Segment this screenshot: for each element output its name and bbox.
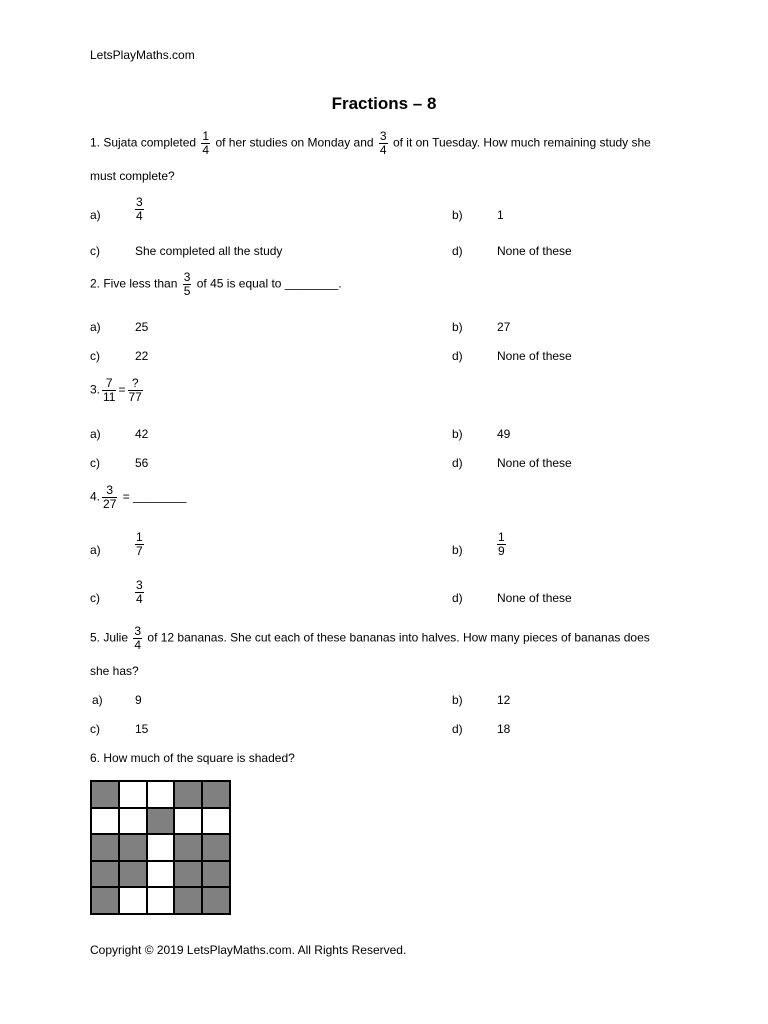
- option-d-value: None of these: [497, 456, 572, 470]
- grid-cell-shaded: [119, 861, 147, 888]
- option-label: b): [452, 208, 463, 222]
- option-b-value: 12: [497, 693, 511, 707]
- question-5-start: 5. Julie: [90, 630, 129, 645]
- grid-cell-empty: [147, 887, 175, 914]
- option-c-value: 22: [135, 349, 149, 363]
- grid-cell-shaded: [91, 781, 119, 808]
- option-c-value: [133, 579, 146, 606]
- option-label: c): [90, 349, 100, 363]
- question-4-end: = ________: [122, 489, 187, 504]
- grid-cell-shaded: [174, 834, 202, 861]
- denominator: 4: [379, 143, 387, 157]
- option-a-value: [133, 531, 146, 558]
- page-title: Fractions – 8: [331, 94, 437, 113]
- question-1-mid: of her studies on Monday and: [215, 135, 374, 150]
- denominator: 77: [128, 390, 142, 404]
- fraction: [379, 130, 388, 157]
- question-3: [90, 377, 145, 404]
- grid-cell-empty: [119, 887, 147, 914]
- question-6: 6. How much of the square is shaded?: [90, 751, 295, 765]
- grid-cell-shaded: [91, 887, 119, 914]
- question-2: [90, 271, 342, 298]
- fraction: [102, 484, 117, 511]
- fraction: [128, 377, 143, 404]
- option-label: c): [90, 244, 100, 258]
- numerator: 3: [379, 129, 387, 143]
- question-1-end: of it on Tuesday. How much remaining study she: [392, 135, 651, 150]
- fraction: [201, 130, 210, 157]
- shaded-square-grid: [90, 780, 231, 915]
- grid-cell-shaded: [174, 861, 202, 888]
- option-c-value: She completed all the study: [135, 244, 283, 258]
- fraction: [135, 579, 144, 606]
- option-label: d): [452, 349, 463, 363]
- option-label: b): [452, 693, 463, 707]
- option-a-value: [133, 196, 146, 223]
- option-label: a): [90, 320, 101, 334]
- denominator: 4: [202, 143, 210, 157]
- option-a-value: 9: [135, 693, 142, 707]
- grid-cell-shaded: [202, 834, 230, 861]
- question-4-start: 4.: [90, 489, 101, 504]
- denominator: 4: [136, 592, 143, 606]
- numerator: 1: [202, 129, 210, 143]
- option-label: c): [90, 591, 100, 605]
- question-5: [90, 625, 650, 652]
- grid-cell-empty: [91, 808, 119, 835]
- question-5-line-2: she has?: [90, 664, 139, 678]
- fraction: [133, 625, 142, 652]
- option-b-value: 1: [497, 208, 504, 222]
- denominator: 7: [136, 544, 143, 558]
- denominator: 4: [136, 209, 143, 223]
- grid-cell-shaded: [147, 808, 175, 835]
- denominator: 9: [498, 544, 505, 558]
- question-5-end: of 12 bananas. She cut each of these bananas into halves. How many pieces of bananas does: [147, 630, 650, 645]
- fraction: [497, 531, 506, 558]
- fraction: [102, 377, 116, 404]
- question-1-line-2: must complete?: [90, 169, 175, 183]
- option-label: b): [452, 320, 463, 334]
- option-label: d): [452, 591, 463, 605]
- fraction: [183, 271, 192, 298]
- option-label: a): [90, 208, 101, 222]
- option-label: b): [452, 427, 463, 441]
- numerator: 3: [136, 195, 143, 209]
- question-2-start: 2. Five less than: [90, 276, 178, 291]
- numerator: 3: [183, 270, 191, 284]
- numerator: 3: [106, 483, 114, 497]
- grid-cell-shaded: [202, 861, 230, 888]
- grid-cell-empty: [202, 808, 230, 835]
- option-a-value: 42: [135, 427, 149, 441]
- option-label: d): [452, 722, 463, 736]
- question-4: [90, 484, 186, 511]
- numerator: 1: [136, 530, 143, 544]
- numerator: 3: [136, 578, 143, 592]
- grid-cell-empty: [147, 861, 175, 888]
- grid-cell-shaded: [119, 834, 147, 861]
- numerator: 3: [134, 624, 142, 638]
- option-label: a): [92, 693, 103, 707]
- option-c-value: 15: [135, 722, 149, 736]
- grid-cell-shaded: [202, 887, 230, 914]
- option-d-value: None of these: [497, 591, 572, 605]
- denominator: 11: [103, 390, 116, 404]
- question-3-start: 3.: [90, 382, 101, 397]
- grid-cell-empty: [147, 781, 175, 808]
- option-c-value: 56: [135, 456, 149, 470]
- fraction: [135, 531, 144, 558]
- option-b-value: 49: [497, 427, 511, 441]
- grid-cell-empty: [119, 808, 147, 835]
- numerator: 7: [105, 376, 113, 390]
- grid-cell-shaded: [202, 781, 230, 808]
- option-a-value: 25: [135, 320, 149, 334]
- equals-sign: =: [118, 382, 126, 397]
- denominator: 4: [134, 638, 142, 652]
- option-label: d): [452, 244, 463, 258]
- numerator: ?: [131, 376, 139, 390]
- option-d-value: None of these: [497, 349, 572, 363]
- grid-cell-shaded: [91, 861, 119, 888]
- numerator: 1: [498, 530, 505, 544]
- grid-cell-empty: [119, 781, 147, 808]
- option-label: a): [90, 543, 101, 557]
- grid-cell-shaded: [174, 781, 202, 808]
- copyright: Copyright © 2019 LetsPlayMaths.com. All Rights Reserved.: [90, 943, 407, 957]
- denominator: 5: [183, 284, 191, 298]
- option-d-value: 18: [497, 722, 511, 736]
- grid-cell-shaded: [174, 887, 202, 914]
- option-d-value: None of these: [497, 244, 572, 258]
- option-label: b): [452, 543, 463, 557]
- fraction: [135, 196, 144, 223]
- option-label: c): [90, 456, 100, 470]
- site-name: LetsPlayMaths.com: [90, 48, 195, 62]
- option-b-value: 27: [497, 320, 511, 334]
- option-b-value: [495, 531, 508, 558]
- option-label: c): [90, 722, 100, 736]
- grid-cell-shaded: [91, 834, 119, 861]
- grid-cell-empty: [174, 808, 202, 835]
- grid-cell-empty: [147, 834, 175, 861]
- question-2-end: of 45 is equal to ________.: [196, 276, 342, 291]
- denominator: 27: [103, 497, 117, 511]
- option-label: d): [452, 456, 463, 470]
- question-1: [90, 130, 651, 157]
- question-1-start: 1. Sujata completed: [90, 135, 197, 150]
- option-label: a): [90, 427, 101, 441]
